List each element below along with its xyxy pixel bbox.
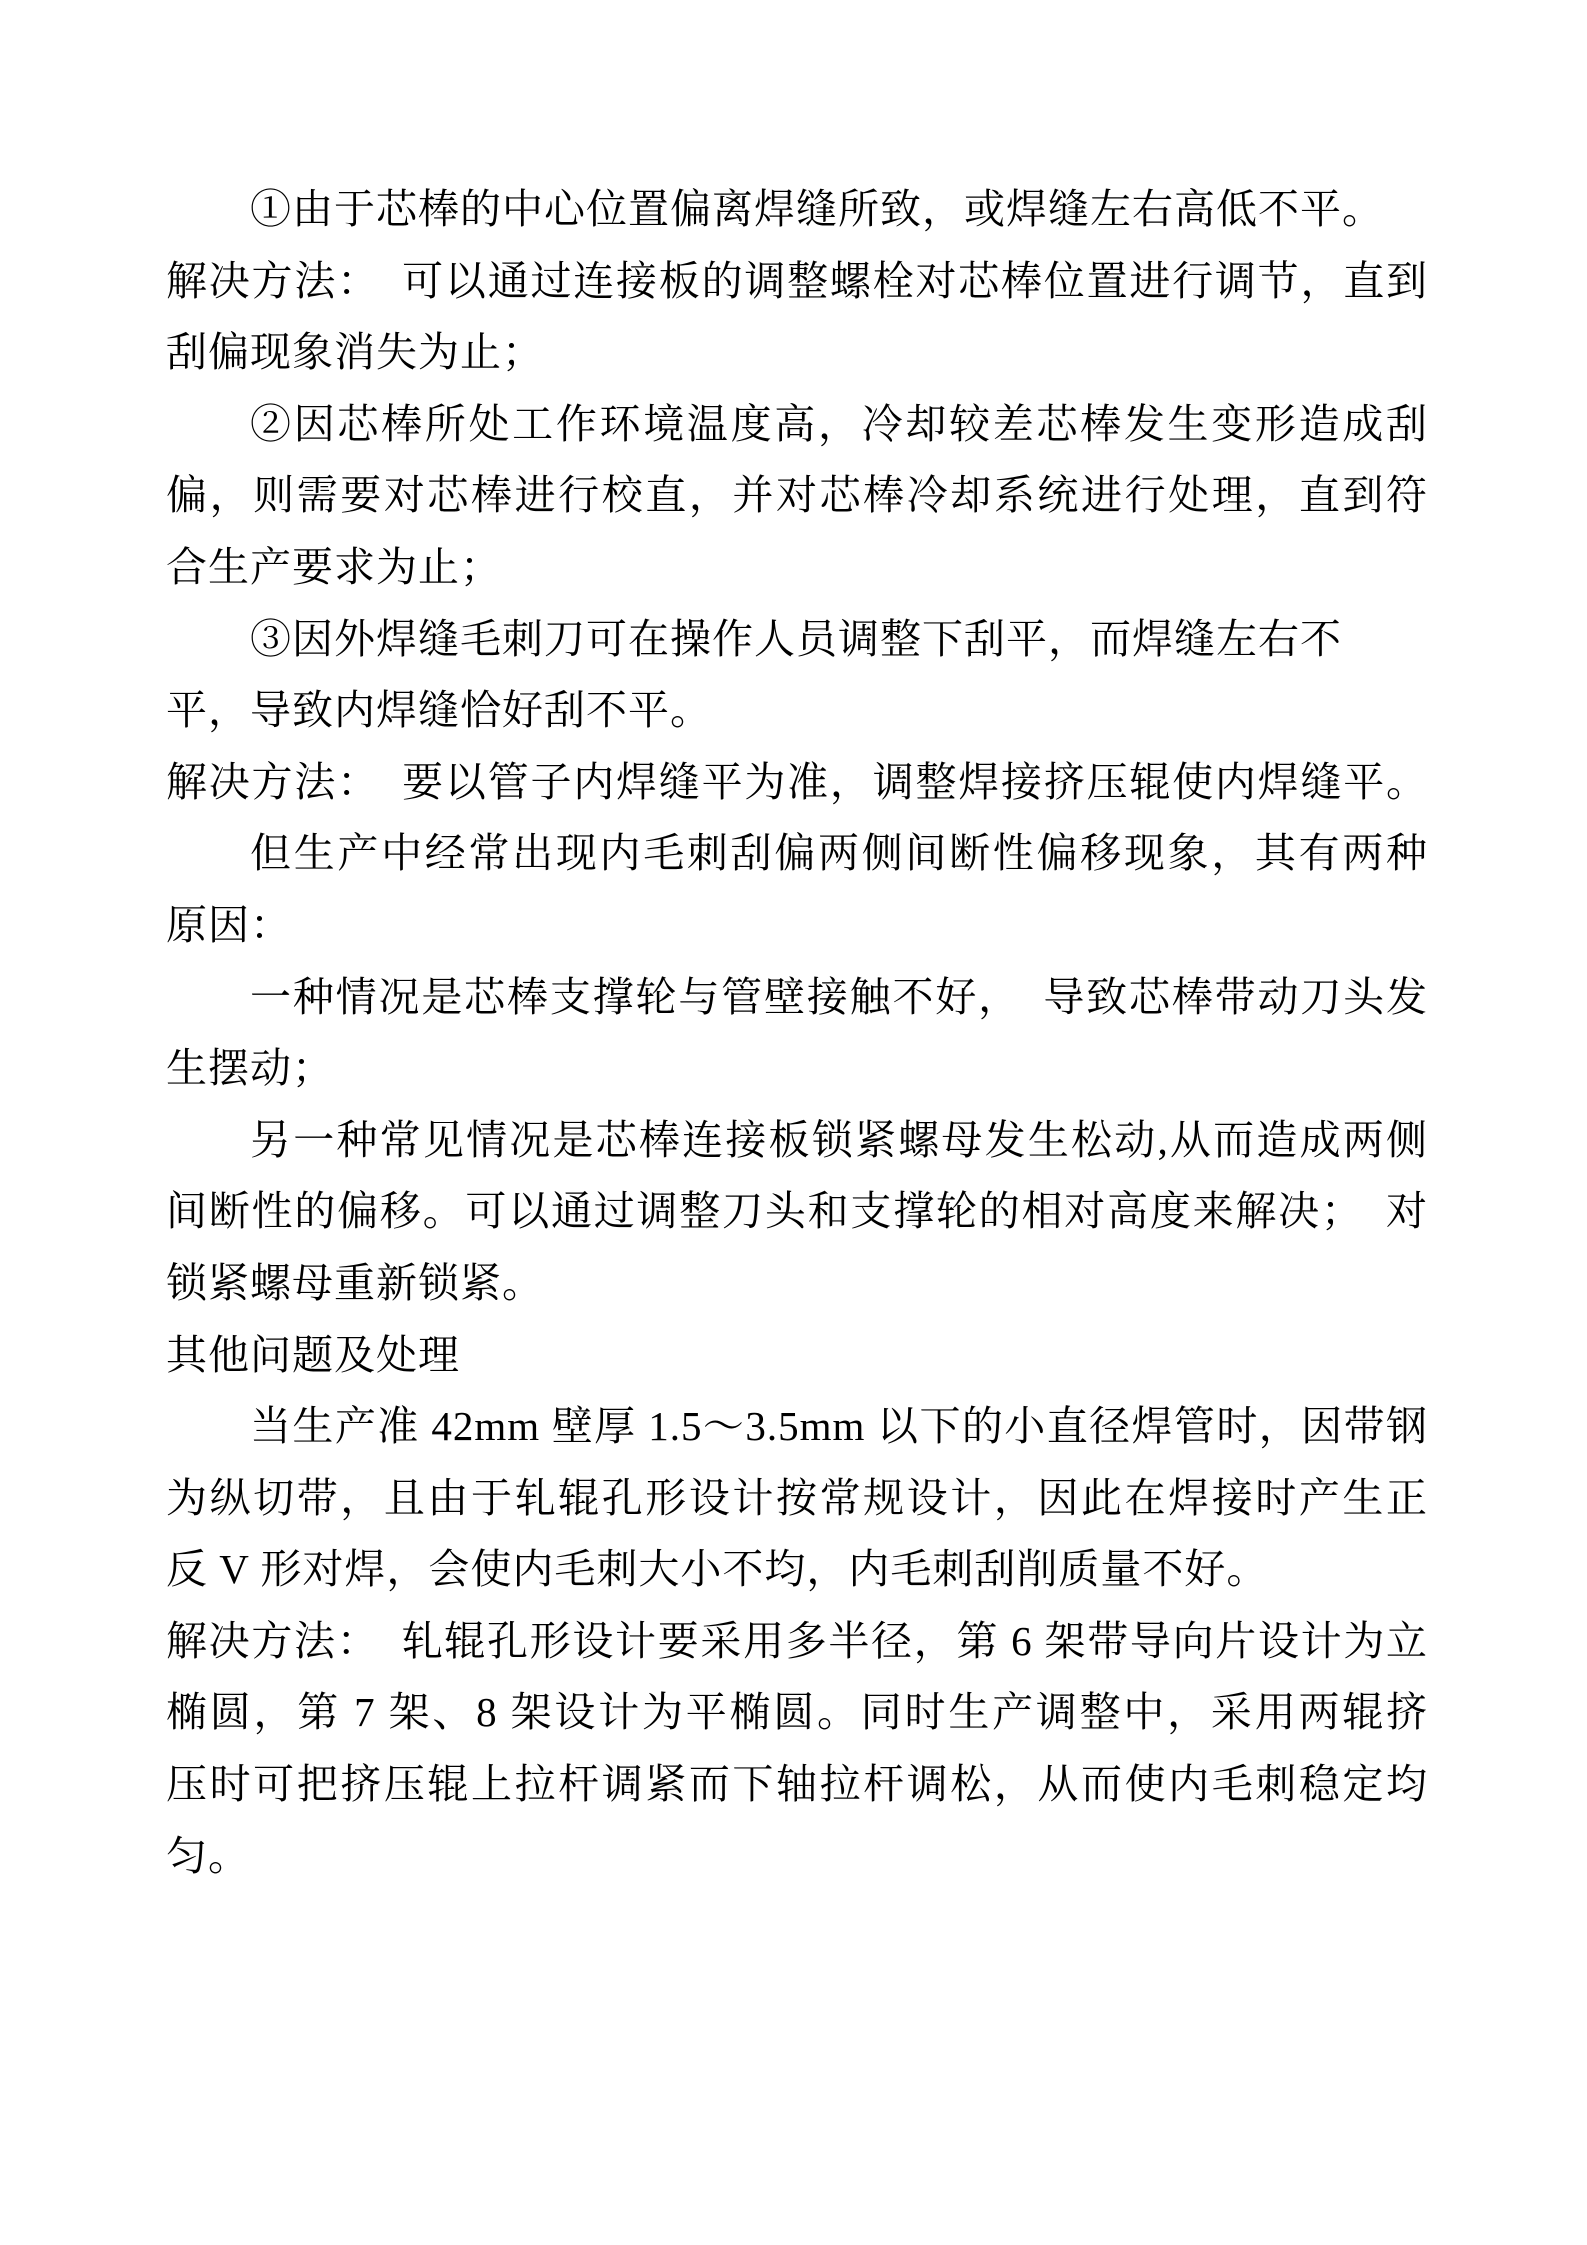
doc-line: 反 V 形对焊，会使内毛刺大小不均，内毛刺刮削质量不好。: [166, 1546, 1269, 1593]
doc-line: 为纵切带，且由于轧辊孔形设计按常规设计，因此在焊接时产生正: [166, 1474, 1428, 1521]
doc-line: 合生产要求为止；: [166, 543, 502, 590]
doc-line: ②因芯棒所处工作环境温度高，冷却较差芯棒发生变形造成刮: [250, 400, 1428, 447]
doc-line: 解决方法： 轧辊孔形设计要采用多半径，第 6 架带导向片设计为立: [166, 1617, 1428, 1664]
doc-line: 匀。: [166, 1832, 250, 1879]
doc-line: 另一种常见情况是芯棒连接板锁紧螺母发生松动,从而造成两侧: [250, 1116, 1428, 1163]
doc-line: 偏，则需要对芯棒进行校直，并对芯棒冷却系统进行处理，直到符: [166, 472, 1428, 519]
doc-line: 锁紧螺母重新锁紧。: [166, 1259, 544, 1306]
doc-line: 压时可把挤压辊上拉杆调紧而下轴拉杆调松，从而使内毛刺稳定均: [166, 1761, 1428, 1808]
doc-line: 但生产中经常出现内毛刺刮偏两侧间断性偏移现象，其有两种: [250, 830, 1428, 877]
doc-line: 刮偏现象消失为止；: [166, 329, 544, 376]
doc-line: 当生产准 42mm 壁厚 1.5～3.5mm 以下的小直径焊管时，因带钢: [250, 1403, 1428, 1450]
doc-line: 椭圆，第 7 架、8 架设计为平椭圆。同时生产调整中，采用两辊挤: [166, 1689, 1428, 1736]
text-block: [166, 174, 1428, 1892]
doc-line: 平，导致内焊缝恰好刮不平。: [166, 687, 712, 734]
doc-line: 原因：: [166, 901, 292, 948]
doc-line: 生摆动；: [166, 1045, 334, 1092]
doc-line: ③因外焊缝毛刺刀可在操作人员调整下刮平，而焊缝左右不: [250, 615, 1342, 662]
doc-line: ①由于芯棒的中心位置偏离焊缝所致，或焊缝左右高低不平。: [250, 186, 1384, 232]
section-heading: 其他问题及处理: [166, 1331, 460, 1378]
doc-line: 间断性的偏移。可以通过调整刀头和支撑轮的相对高度来解决； 对: [166, 1188, 1428, 1235]
doc-line: 解决方法： 要以管子内焊缝平为准，调整焊接挤压辊使内焊缝平。: [166, 758, 1428, 805]
doc-line: 一种情况是芯棒支撑轮与管壁接触不好， 导致芯棒带动刀头发: [250, 973, 1428, 1020]
doc-line: 解决方法： 可以通过连接板的调整螺栓对芯棒位置进行调节，直到: [166, 257, 1428, 304]
